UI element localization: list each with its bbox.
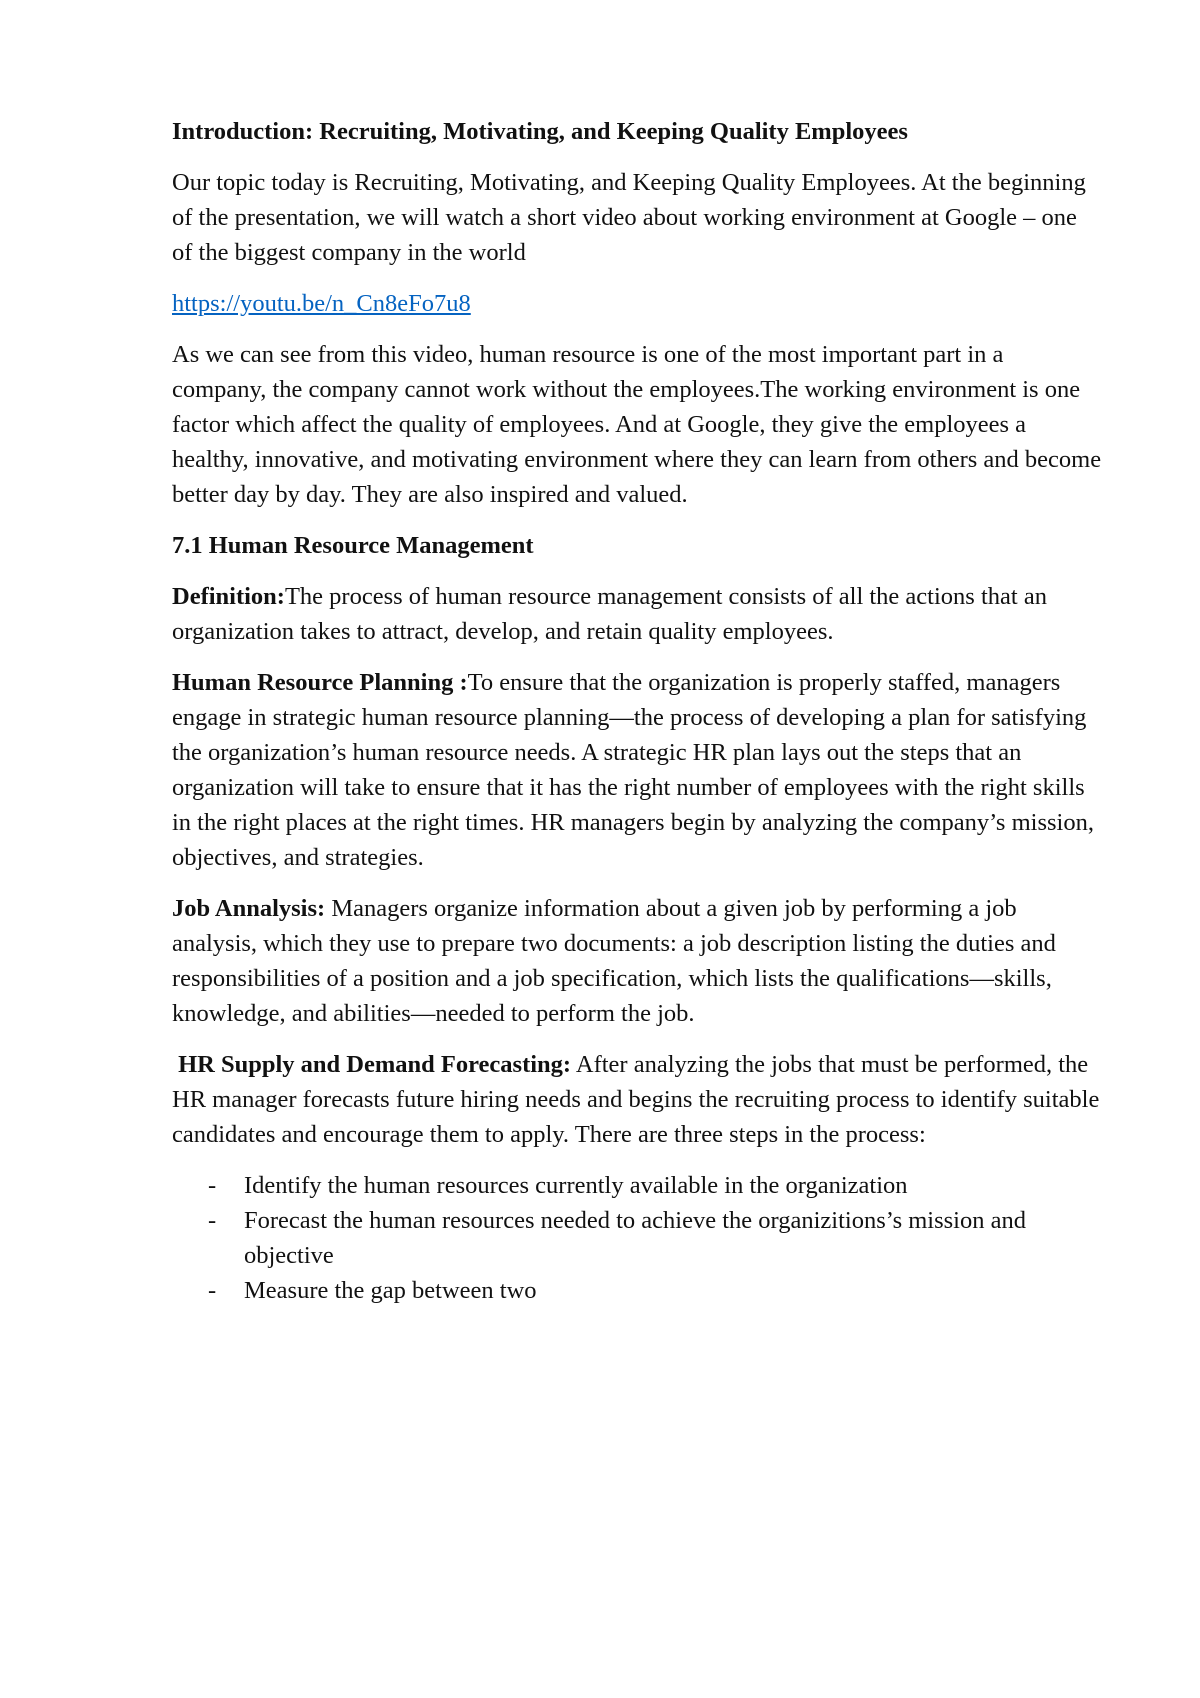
video-link-paragraph (172, 286, 1102, 321)
job-analysis-term: Job Annalysis: (172, 895, 326, 922)
section-heading: 7.1 Human Resource Management (172, 532, 534, 559)
forecasting-term: HR Supply and Demand Forecasting: (172, 1051, 572, 1078)
job-analysis-paragraph (172, 891, 1102, 1031)
list-marker: - (208, 1207, 217, 1234)
list-marker: - (208, 1277, 217, 1304)
list-item-text: Identify the human resources currently available in the organization (244, 1172, 908, 1199)
hr-planning-paragraph (172, 665, 1102, 875)
video-link[interactable]: https://youtu.be/n_Cn8eFo7u8 (172, 290, 471, 317)
hr-planning-text: To ensure that the organization is properly staffed, managers engage in strategic human resource planning—the process of developing a plan for satisfying the organization’s human resource needs. A strategic HR plan lays out the steps that an organization will take to ensure that it has the right number of employees with the right skills in the right places at the right times. HR managers begin by analyzing the company’s mission, objectives, and strategies. (172, 669, 1094, 871)
list-item (172, 1203, 1102, 1273)
forecasting-text: After analyzing the jobs that must be performed, the HR manager forecasts future hiring needs and begins the recruiting process to identify suitable candidates and encourage them to apply. There are three steps in the process: (172, 1051, 1100, 1148)
job-analysis-text: Managers organize information about a given job by performing a job analysis, which they use to prepare two documents: a job description listing the duties and responsibilities of a position and a job specification, which lists the qualifications—skills, knowledge, and abilities—needed to perform the job. (172, 895, 1056, 1027)
definition-paragraph (172, 579, 1102, 649)
intro-paragraph: Our topic today is Recruiting, Motivating, and Keeping Quality Employees. At the beginning of the presentation, we will watch a short video about working environment at Google – one of the biggest company in the world (172, 169, 1086, 266)
video-summary-paragraph: As we can see from this video, human resource is one of the most important part in a company, the company cannot work without the employees.The working environment is one factor which affect the quality of employees. And at Google, they give the employees a healthy, innovative, and motivating environment where they can learn from others and become better day by day. They are also inspired and valued. (172, 341, 1102, 508)
definition-term: Definition: (172, 583, 285, 610)
list-item (172, 1273, 1102, 1308)
list-item-text: Measure the gap between two (244, 1277, 537, 1304)
steps-list (172, 1168, 1102, 1308)
document-title: Introduction: Recruiting, Motivating, and Keeping Quality Employees (172, 118, 908, 145)
hr-planning-term: Human Resource Planning : (172, 669, 468, 696)
list-item-text: Forecast the human resources needed to achieve the organizitions’s mission and objective (244, 1207, 1026, 1269)
document-body (172, 114, 1102, 1308)
forecasting-paragraph (172, 1047, 1102, 1152)
definition-text: The process of human resource management consists of all the actions that an organization takes to attract, develop, and retain quality employees. (172, 583, 1047, 645)
list-item (172, 1168, 1102, 1203)
list-marker: - (208, 1172, 217, 1199)
